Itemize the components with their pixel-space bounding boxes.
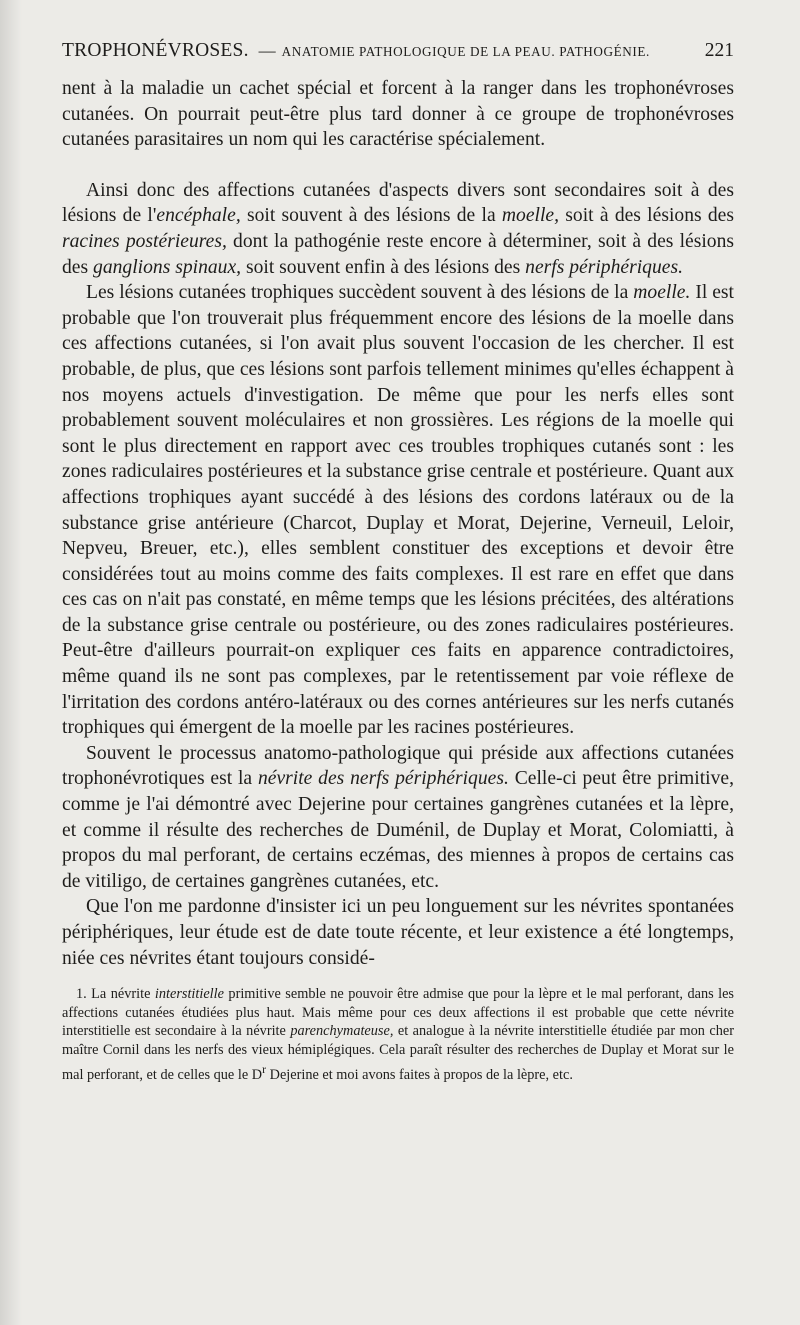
paragraph: [62, 178, 734, 280]
text-run: 1. La névrite: [76, 986, 155, 1003]
emphasis-term: encéphale,: [156, 205, 241, 227]
running-head-title: TROPHONÉVROSES.: [62, 40, 249, 61]
text-run: soit souvent enfin à des lésions des: [241, 256, 526, 278]
text-run: Celle-ci peut être primitive, comme je l'ai démontré avec Dejerine pour certaines gangrènes cutanées et la lèpre, et comme il résulte des recherches de Duménil, de Duplay et Morat, Colomiatti, à propos du mal perforant, de certains eczémas, des miennes à propos de certains cas de vitiligo, de certaines gangrènes cutanées, etc.: [62, 768, 735, 892]
emphasis-term: nerfs périphériques.: [525, 256, 683, 278]
paragraph-continued: [62, 76, 734, 153]
page-number: 221: [704, 40, 734, 61]
superscript: r: [262, 1061, 267, 1076]
emphasis-term: moelle,: [501, 205, 560, 227]
text-run: Dejerine et moi avons faites à propos de la lèpre, etc.: [266, 1066, 573, 1083]
emphasis-term: racines postérieures,: [62, 230, 227, 252]
text-run: Il est probable que l'on trouverait plus fréquemment encore des lésions de la moelle dans ces affections cutanées, si l'on avait plus souvent l'occasion de les chercher. Il est probable, de plus, que ces lésions sont parfois tellement minimes qu'elles échappent à nos moyens actuels d'investigation. De même que pour les nerfs elles sont probablement souvent moléculaires et non grossières. Les régions de la moelle qui sont le plus directement en rapport avec ces troubles trophiques cutanés sont : les zones radiculaires postérieures et la substance grise centrale et postérieure. Quant aux affections trophiques ayant succédé à des lésions des cordons latéraux ou de la substance grise antérieure (Charcot, Duplay et Morat, Dejerine, Verneuil, Leloir, Nepveu, Breuer, etc.), elles semblent constituer des exceptions et devoir être considérées tout au moins comme des faits complexes. Il est rare en effet que dans ces cas on n'ait pas constaté, en même temps que les lésions précitées, des altérations de la substance grise centrale ou postérieure, ou des zones radiculaires postérieures. Peut-être d'ailleurs pourrait-on expliquer ces faits en apparence contradictoires, même quand ils ne sont pas complexes, par le retentissement par voie réflexe de l'irritation des cordons antéro-latéraux ou des cornes antérieures sur les nerfs cutanés trophiques qui émergent de la moelle par les racines postérieures.: [62, 282, 734, 739]
emphasis-term: parenchymateuse,: [290, 1023, 394, 1040]
emphasis-term: interstitielle: [154, 986, 224, 1003]
running-head: [62, 40, 734, 70]
text-run: soit à des lésions des: [559, 205, 734, 227]
text-run: primitive semble ne pouvoir être admise que pour la lèpre et le mal perforant, dans les affections cutanées étudiées plus haut. Mais même pour ces deux affections il est probable que cette névrite interstitielle est secondaire à la névrite: [62, 986, 734, 1040]
text-run: soit souvent à des lésions de la: [240, 205, 502, 227]
book-page: [62, 40, 734, 1084]
text-run: Les lésions cutanées trophiques succèdent souvent à des lésions de la: [86, 282, 634, 304]
running-head-subtitle: ANATOMIE PATHOLOGIQUE DE LA PEAU. PATHOGÉNIE.: [281, 44, 650, 59]
running-head-separator: —: [258, 41, 276, 60]
footnote-text: [62, 985, 734, 1084]
emphasis-term: ganglions spinaux,: [93, 256, 242, 278]
paragraph: [62, 741, 734, 895]
paragraph: [62, 280, 734, 741]
emphasis-term: névrite des nerfs périphériques.: [257, 768, 509, 790]
paragraph: [62, 894, 734, 971]
text-run: et analogue à la névrite interstitielle étudiée par mon cher maître Cornil dans les nerfs des vieux hémiplégiques. Cela paraît résulter des recherches de Duplay et Morat sur le mal perforant, et de celles que le D: [62, 1023, 734, 1083]
footnote: [62, 985, 734, 1084]
body-text: [62, 76, 734, 971]
emphasis-term: moelle.: [633, 282, 691, 304]
text-run: Souvent le processus anatomo-pathologique qui préside aux affections cutanées trophonévrotiques est la: [62, 742, 734, 790]
text-run: dont la pathogénie reste encore à déterminer, soit à des lésions des: [62, 230, 734, 278]
page-edge-shadow: [0, 0, 22, 1325]
text-run: nent à la maladie un cachet spécial et forcent à la ranger dans les trophonévroses cutanées. On pourrait peut-être plus tard donner à ce groupe de trophonévroses cutanées parasitaires un nom qui les caractérise spécialement.: [62, 78, 734, 151]
text-run: Ainsi donc des affections cutanées d'aspects divers sont secondaires soit à des lésions de l': [62, 179, 734, 227]
running-head-left: [62, 40, 650, 62]
text-run: Que l'on me pardonne d'insister ici un peu longuement sur les névrites spontanées périphériques, leur étude est de date toute récente, et leur existence a été longtemps, niée ces névrites étant toujours considé-: [62, 896, 734, 969]
